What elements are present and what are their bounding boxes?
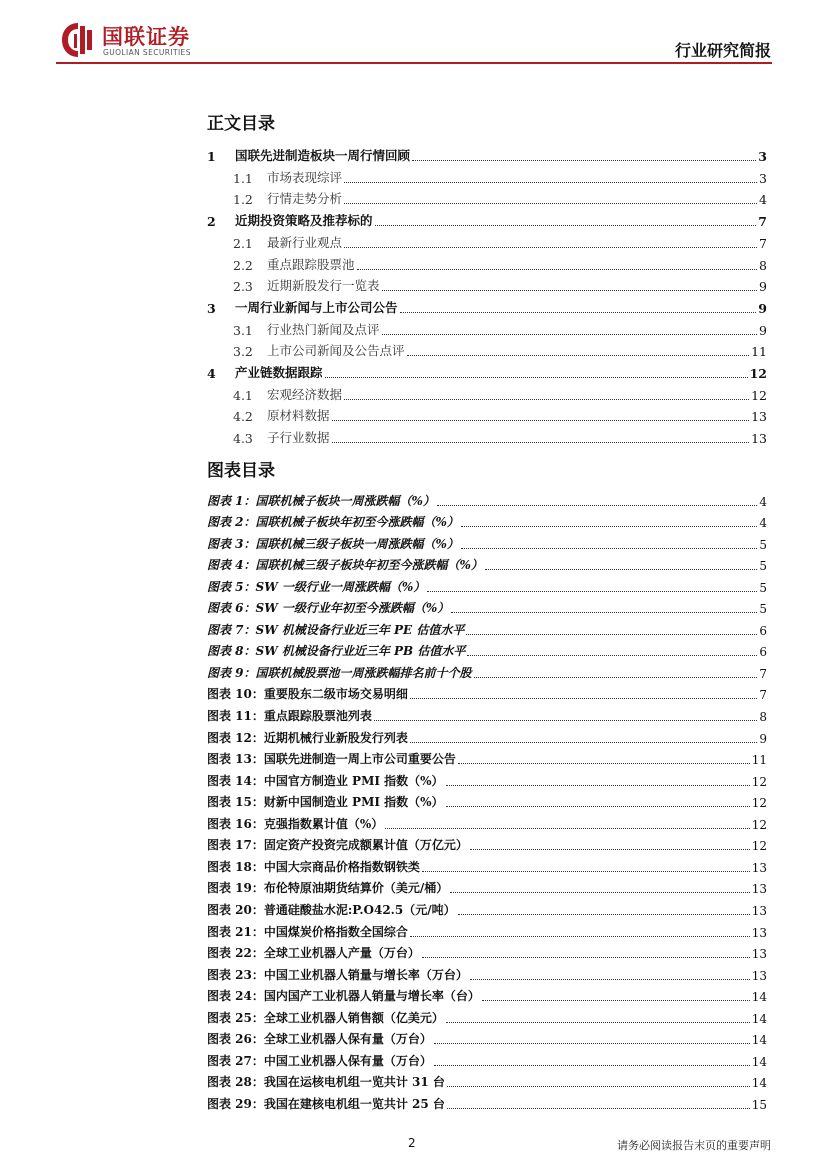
figure-entry-title: 图表 7：SW 机械设备行业近三年 PE 估值水平: [207, 622, 465, 637]
figure-entry[interactable]: [207, 983, 767, 1005]
figure-entry-title: 图表 19：布伦特原油期货结算价（美元/桶）: [207, 881, 449, 896]
figure-entry[interactable]: [207, 896, 767, 918]
toc-entry[interactable]: [207, 229, 767, 251]
toc-entry-page: 13: [751, 409, 767, 425]
toc-entry-number: 1.1: [233, 170, 253, 186]
dot-leader: [450, 891, 749, 893]
toc-entry-number: 4.3: [233, 431, 253, 447]
figure-entry-title: 图表 12：近期机械行业新股发行列表: [207, 730, 408, 745]
toc-entry-page: 7: [759, 235, 767, 251]
dot-leader: [434, 1064, 750, 1066]
figure-entry[interactable]: [207, 746, 767, 768]
dot-leader: [446, 784, 750, 786]
figure-entry[interactable]: [207, 961, 767, 983]
figure-entry-page: 6: [759, 645, 767, 660]
toc-entry[interactable]: [207, 251, 767, 273]
dot-leader: [458, 762, 750, 764]
figure-entry-page: 9: [759, 731, 767, 746]
figure-entry-title: 图表 16：克强指数累计值（%）: [207, 816, 384, 831]
figure-entry[interactable]: [207, 940, 767, 962]
figure-entry-title: 图表 1：国联机械子板块一周涨跌幅（%）: [207, 493, 435, 508]
figure-entry[interactable]: [207, 1069, 767, 1091]
figure-entry-title: 图表 23：中国工业机器人销量与增长率（万台）: [207, 967, 468, 982]
figure-entry[interactable]: [207, 1026, 767, 1048]
figure-entry[interactable]: [207, 767, 767, 789]
figure-entry-page: 15: [751, 1097, 767, 1112]
toc-entry-number: 2.3: [233, 279, 253, 295]
dot-leader: [400, 311, 757, 313]
toc-entry-page: 4: [759, 192, 767, 208]
toc-entry[interactable]: [207, 207, 767, 229]
figure-entry[interactable]: [207, 918, 767, 940]
toc-entry-number: 4.1: [233, 387, 253, 403]
toc-entry-page: 13: [751, 431, 767, 447]
toc-entry-title: 宏观经济数据: [267, 386, 343, 402]
dot-leader: [482, 999, 750, 1001]
page-number: 2: [408, 1136, 416, 1150]
figure-entry-title: 图表 11：重点跟踪股票池列表: [207, 709, 372, 723]
dot-leader: [332, 419, 750, 421]
dot-leader: [375, 224, 757, 226]
figure-entry[interactable]: [207, 659, 767, 681]
figure-entry[interactable]: [207, 810, 767, 832]
figure-entry[interactable]: [207, 832, 767, 854]
figure-entry-page: 4: [759, 494, 767, 509]
figure-entry-title: 图表 6：SW 一级行业年初至今涨跌幅（%）: [207, 601, 450, 616]
figure-entry-title: 图表 28：我国在运核电机组一览共计 31 台: [207, 1075, 445, 1090]
toc-entry-page: 8: [759, 257, 767, 273]
figure-entry-page: 14: [751, 990, 767, 1005]
figure-entry-title: 图表 24：国内国产工业机器人销量与增长率（台）: [207, 989, 480, 1004]
figure-entry-title: 图表 21：中国煤炭价格指数全国综合: [207, 924, 408, 939]
figure-entry-page: 13: [751, 882, 767, 897]
figure-entry[interactable]: [207, 789, 767, 811]
figure-entry-page: 12: [751, 839, 767, 854]
figure-entry[interactable]: [207, 595, 767, 617]
toc-entry-title: 产业链数据跟踪: [235, 365, 323, 380]
figure-entry-page: 14: [751, 1011, 767, 1026]
dot-leader: [385, 827, 749, 829]
figure-entry[interactable]: [207, 616, 767, 638]
toc-entry[interactable]: [207, 272, 767, 294]
figure-entry[interactable]: [207, 509, 767, 531]
company-logo: [58, 20, 218, 60]
dot-leader: [427, 590, 757, 592]
figure-entry-page: 5: [759, 580, 767, 595]
dot-leader: [470, 978, 750, 980]
dot-leader: [474, 676, 758, 678]
figure-entry-page: 14: [751, 1076, 767, 1091]
dot-leader: [412, 159, 756, 161]
toc-entry[interactable]: [207, 316, 767, 338]
figure-entry-page: 12: [751, 817, 767, 832]
dot-leader: [458, 913, 750, 915]
dot-leader: [434, 1042, 750, 1044]
toc-entry-title: 国联先进制造板块一周行情回顾: [235, 148, 411, 163]
dot-leader: [485, 568, 757, 570]
figure-entry-page: 5: [759, 602, 767, 617]
figure-entry[interactable]: [207, 703, 767, 725]
dot-leader: [447, 1085, 750, 1087]
figure-entry[interactable]: [207, 875, 767, 897]
toc-entry-page: 9: [759, 322, 767, 338]
toc-entry-title: 市场表现综评: [267, 169, 343, 185]
figure-entry[interactable]: [207, 681, 767, 703]
dot-leader: [422, 870, 750, 872]
toc-entry-title: 最新行业观点: [267, 234, 343, 250]
figure-entry-title: 图表 18：中国大宗商品价格指数钢铁类: [207, 859, 420, 874]
figure-entry-page: 13: [751, 925, 767, 940]
figure-entry-title: 图表 22：全球工业机器人产量（万台）: [207, 946, 420, 961]
dot-leader: [451, 611, 757, 613]
figure-entry-page: 6: [759, 623, 767, 638]
toc-entry[interactable]: [207, 381, 767, 403]
dot-leader: [410, 741, 757, 743]
dot-leader: [407, 354, 750, 356]
toc-entry-number: 2.2: [233, 257, 253, 273]
toc-entry-page: 9: [758, 300, 767, 316]
figure-entry-title: 图表 4：国联机械三级子板块年初至今涨跌幅（%）: [207, 558, 483, 573]
toc-entry-title: 重点跟踪股票池: [267, 256, 355, 272]
dot-leader: [325, 376, 748, 378]
figure-entry[interactable]: [207, 853, 767, 875]
figure-entry-title: 图表 8：SW 机械设备行业近三年 PB 估值水平: [207, 644, 466, 659]
toc-entry-title: 近期投资策略及推荐标的: [235, 213, 373, 229]
toc-entry-page: 12: [751, 387, 767, 403]
toc-entry-number: 2: [207, 214, 216, 230]
header-divider: [56, 62, 772, 64]
figure-entry-title: 图表 13：国联先进制造一周上市公司重要公告: [207, 752, 456, 767]
dot-leader: [357, 268, 758, 270]
figure-entry-title: 图表 25：全球工业机器人销售额（亿美元）: [207, 1010, 444, 1025]
dot-leader: [382, 289, 758, 291]
dot-leader: [332, 441, 750, 443]
figure-entry-title: 图表 17：固定资产投资完成额累计值（万亿元）: [207, 838, 468, 853]
figure-entry-title: 图表 20：普通硅酸盐水泥:P.O42.5（元/吨）: [207, 902, 456, 917]
figure-entry-title: 图表 26：全球工业机器人保有量（万台）: [207, 1032, 432, 1047]
toc-entry-number: 3: [207, 300, 216, 316]
toc-entry-number: 4.2: [233, 409, 253, 425]
dot-leader: [466, 633, 757, 635]
figure-entry-page: 11: [751, 753, 767, 768]
toc-entry[interactable]: [207, 424, 767, 446]
figure-entry-page: 8: [759, 710, 767, 724]
figure-entry-page: 4: [759, 516, 767, 531]
toc-entry-title: 近期新股发行一览表: [267, 278, 380, 294]
toc-entry-title: 子行业数据: [267, 430, 330, 446]
toc-entry[interactable]: [207, 185, 767, 207]
figure-entry-title: 图表 9：国联机械股票池一周涨跌幅排名前十个股: [207, 665, 472, 680]
dot-leader: [410, 935, 750, 937]
toc-entry-title: 一周行业新闻与上市公司公告: [235, 299, 398, 315]
dot-leader: [461, 547, 757, 549]
figure-entry[interactable]: [207, 638, 767, 660]
dot-leader: [344, 202, 757, 204]
figure-entry-page: 5: [759, 559, 767, 574]
toc-title: 正文目录: [207, 114, 275, 134]
figure-entry-title: 图表 2：国联机械子板块年初至今涨跌幅（%）: [207, 515, 459, 530]
toc-entry[interactable]: [207, 359, 767, 381]
figure-entry-page: 13: [751, 947, 767, 962]
dot-leader: [446, 805, 750, 807]
toc-entry[interactable]: [207, 294, 767, 316]
figure-entry[interactable]: [207, 1090, 767, 1112]
figure-entry-page: 13: [751, 968, 767, 983]
dot-leader: [467, 654, 757, 656]
toc-entry-number: 3.1: [233, 322, 253, 338]
figure-entry-page: 13: [751, 903, 767, 918]
figure-entry-title: 图表 29：我国在建核电机组一览共计 25 台: [207, 1096, 445, 1111]
dot-leader: [447, 1107, 750, 1109]
toc-entry[interactable]: [207, 337, 767, 359]
dot-leader: [344, 398, 749, 400]
toc-entry-page: 3: [759, 170, 767, 186]
logo-emblem-icon: [58, 20, 98, 60]
figure-entry[interactable]: [207, 487, 767, 509]
dot-leader: [446, 1021, 750, 1023]
dot-leader: [437, 504, 757, 506]
dot-leader: [344, 181, 757, 183]
toc-entry-number: 4: [207, 366, 216, 381]
logo-chinese-name: 国联证券: [102, 25, 190, 49]
dot-leader: [410, 697, 757, 699]
toc-entry-page: 12: [749, 366, 767, 381]
figure-entry-title: 图表 27：中国工业机器人保有量（万台）: [207, 1053, 432, 1068]
dot-leader: [344, 246, 757, 248]
dot-leader: [374, 719, 757, 721]
figure-entry-page: 14: [751, 1033, 767, 1048]
figure-entry-page: 12: [751, 796, 767, 811]
toc-entry-title: 上市公司新闻及公告点评: [267, 343, 405, 359]
toc-entry-number: 1.2: [233, 192, 253, 208]
page-header: [0, 0, 827, 70]
figure-entry[interactable]: [207, 1047, 767, 1069]
figure-entry[interactable]: [207, 530, 767, 552]
figure-list-title: 图表目录: [207, 461, 275, 481]
figure-entry[interactable]: [207, 573, 767, 595]
toc-entry-number: 2.1: [233, 235, 253, 251]
figure-entry-title: 图表 15：财新中国制造业 PMI 指数（%）: [207, 795, 444, 810]
dot-leader: [382, 333, 758, 335]
figure-entry[interactable]: [207, 552, 767, 574]
figure-entry-page: 5: [759, 537, 767, 552]
figure-entry-page: 7: [759, 666, 767, 681]
figure-entry-page: 7: [759, 688, 767, 703]
toc-entry[interactable]: [207, 142, 767, 164]
figure-entry-page: 14: [751, 1054, 767, 1069]
toc-entry-title: 行情走势分析: [267, 191, 343, 207]
figure-entry-page: 13: [751, 860, 767, 875]
dot-leader: [470, 848, 750, 850]
figure-entry[interactable]: [207, 724, 767, 746]
toc-entry-number: 3.2: [233, 344, 253, 360]
toc-entry-title: 行业热门新闻及点评: [267, 321, 380, 337]
figure-entry-title: 图表 3：国联机械三级子板块一周涨跌幅（%）: [207, 536, 459, 551]
toc-entry-page: 9: [759, 279, 767, 295]
figure-entry-title: 图表 14：中国官方制造业 PMI 指数（%）: [207, 773, 444, 788]
toc-entry[interactable]: [207, 164, 767, 186]
logo-english-name: GUOLIAN SECURITIES: [103, 48, 191, 57]
figure-entry[interactable]: [207, 1004, 767, 1026]
toc-entry-title: 原材料数据: [267, 408, 330, 424]
figure-entry-title: 图表 5：SW 一级行业一周涨跌幅（%）: [207, 579, 426, 594]
dot-leader: [422, 956, 750, 958]
figure-entry-title: 图表 10：重要股东二级市场交易明细: [207, 687, 408, 702]
toc-entry-page: 3: [758, 149, 767, 164]
footer-disclaimer: 请务必阅读报告末页的重要声明: [617, 1139, 771, 1152]
figure-entry-page: 12: [751, 774, 767, 789]
toc-entry-page: 7: [758, 214, 767, 230]
report-type-label: 行业研究简报: [674, 41, 771, 60]
toc-entry-page: 11: [751, 344, 767, 360]
toc-entry-number: 1: [207, 149, 216, 164]
toc-entry[interactable]: [207, 402, 767, 424]
dot-leader: [461, 525, 757, 527]
